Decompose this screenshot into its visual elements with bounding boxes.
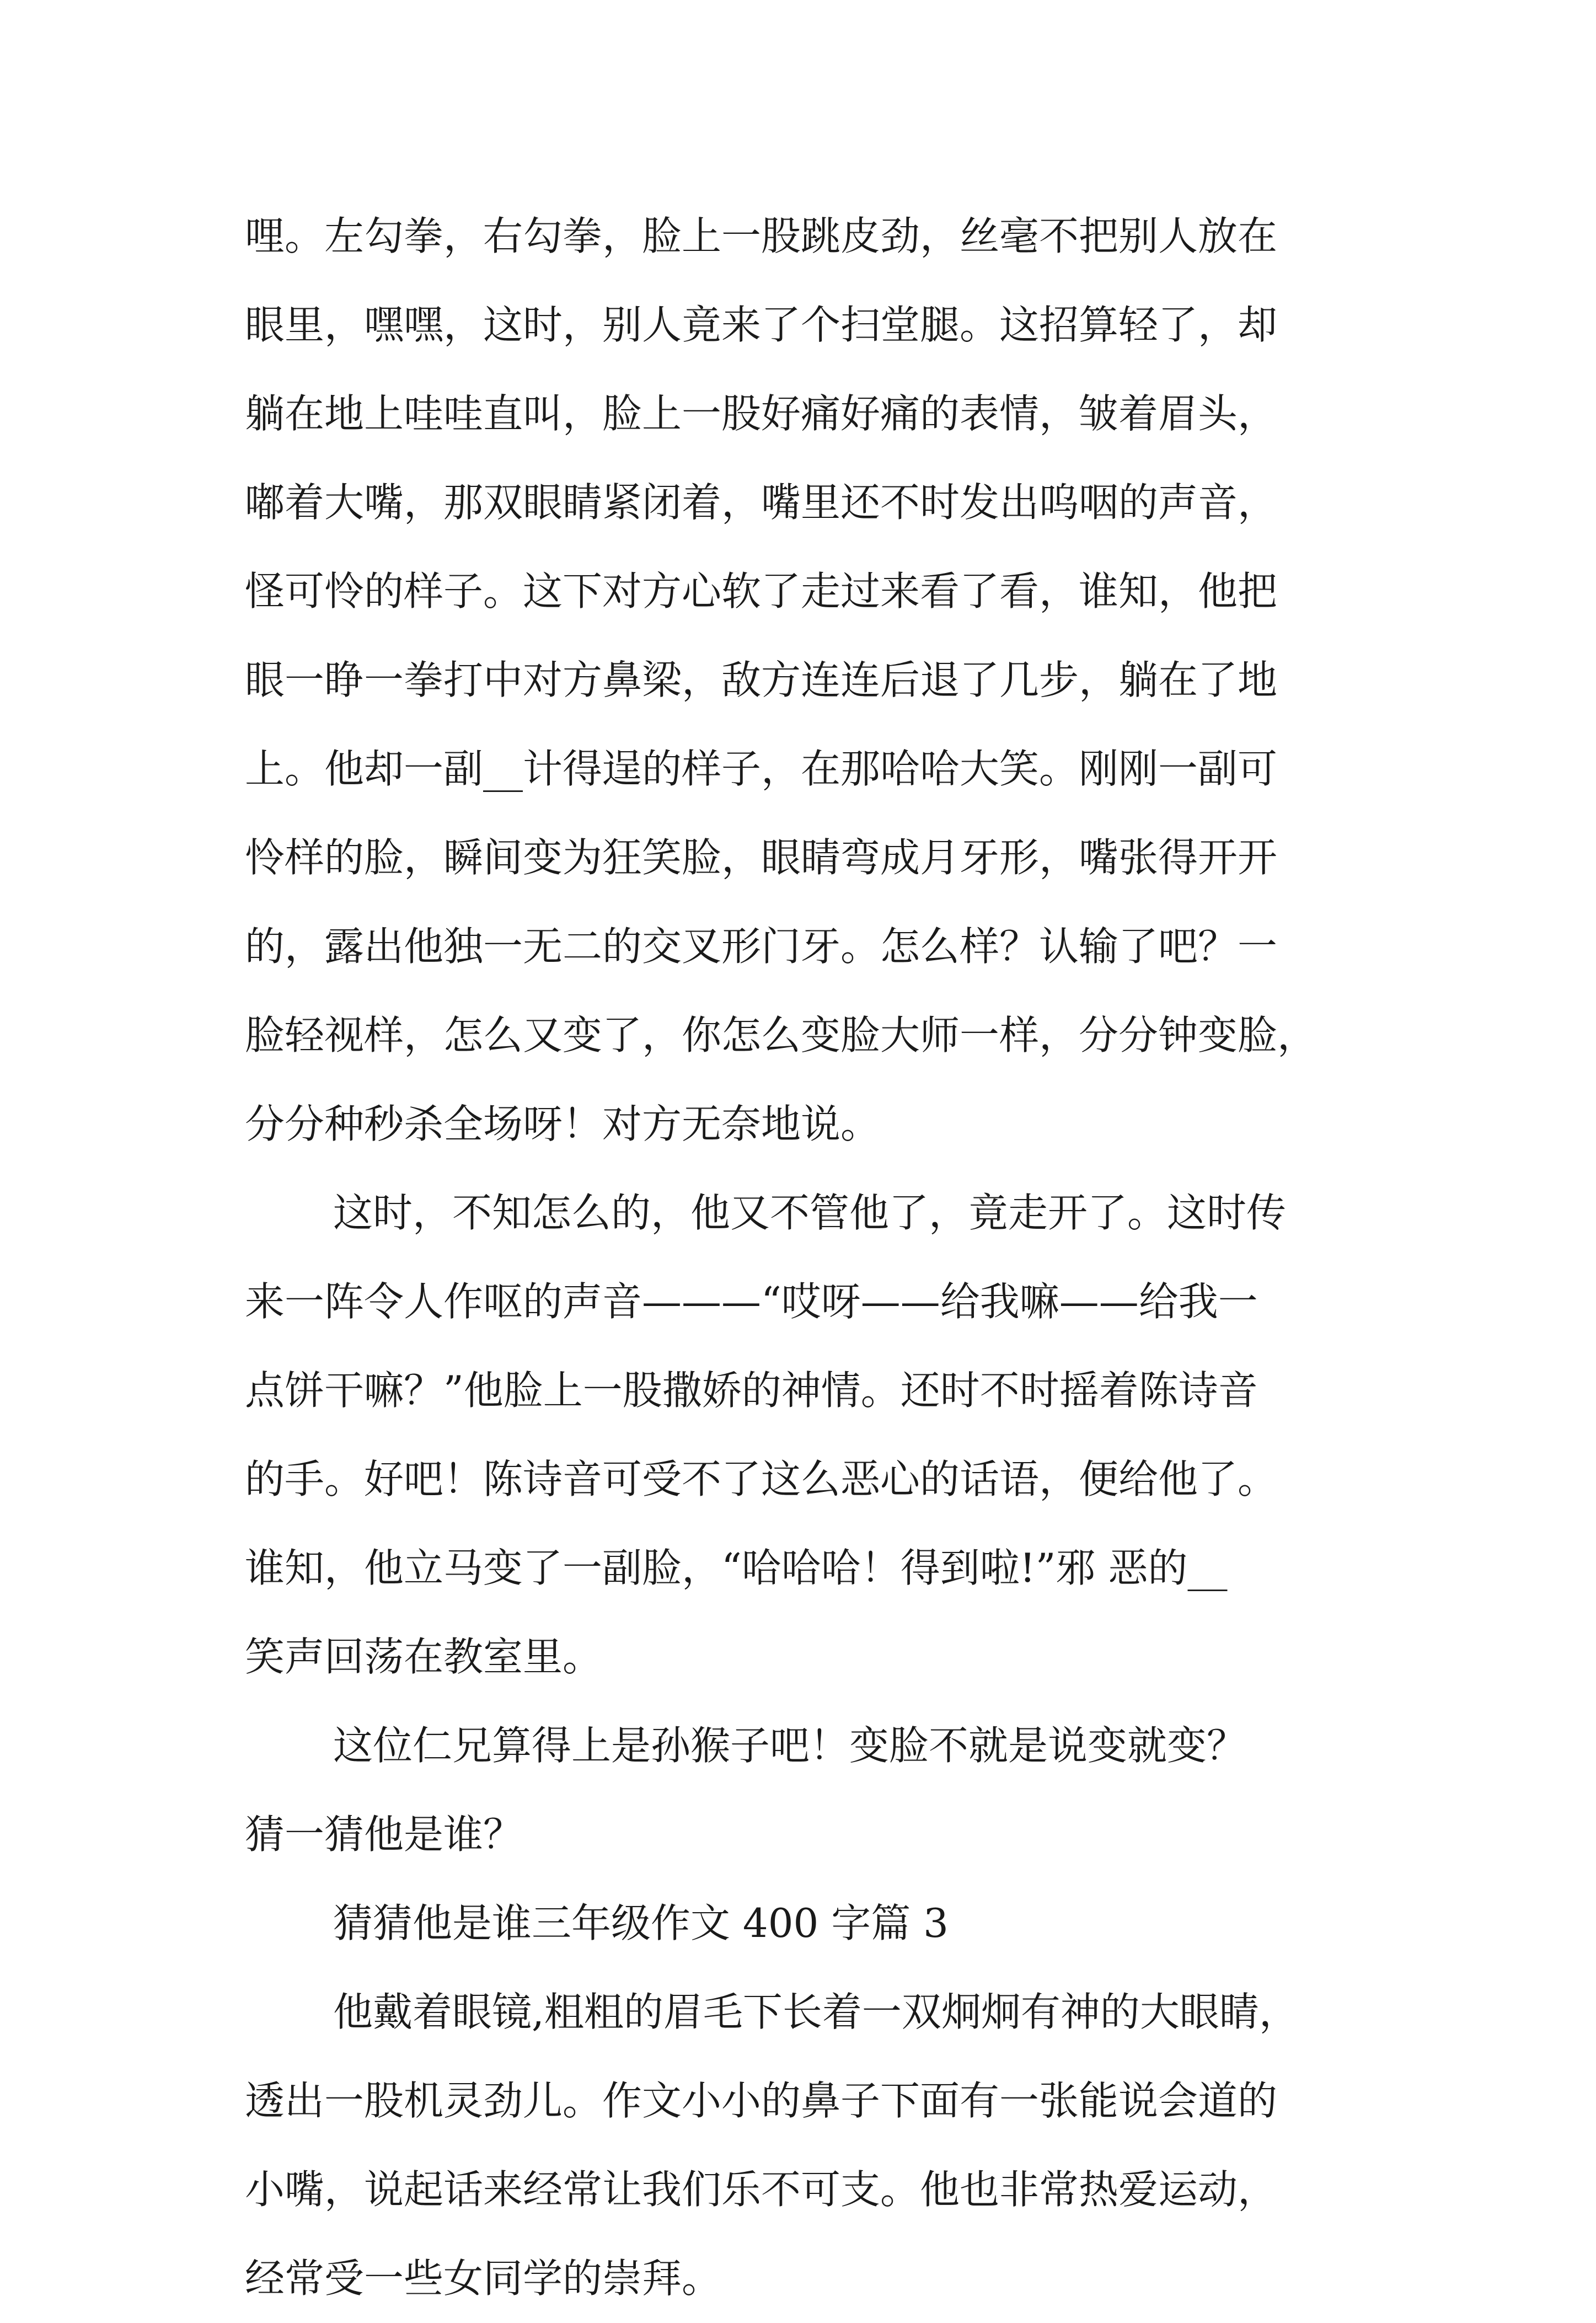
text-line: 上。他却一副__计得逞的样子，在那哈哈大笑。刚刚一副可 bbox=[245, 746, 1278, 792]
text-line: 怜样的脸，瞬间变为狂笑脸，眼睛弯成月牙形，嘴张得开开 bbox=[245, 834, 1278, 881]
text-line: 的，露出他独一无二的交叉形门牙。怎么样？认输了吧？一 bbox=[245, 923, 1278, 970]
text-line: 猜一猜他是谁？ bbox=[245, 1811, 523, 1858]
paragraph-start-line: 他戴着眼镜,粗粗的眉毛下长着一双炯炯有神的大眼睛， bbox=[333, 1989, 1299, 2035]
text-line: 脸轻视样，怎么又变了，你怎么变脸大师一样，分分钟变脸， bbox=[245, 1012, 1317, 1058]
text-line: 点饼干嘛？”他脸上一股撒娇的神情。还时不时摇着陈诗音 bbox=[245, 1367, 1258, 1414]
text-line: 眼一睁一拳打中对方鼻梁，敌方连连后退了几步，躺在了地 bbox=[245, 657, 1278, 703]
text-line: 的手。好吧！陈诗音可受不了这么恶心的话语，便给他了。 bbox=[245, 1456, 1278, 1502]
text-line: 笑声回荡在教室里。 bbox=[245, 1634, 603, 1680]
text-line: 分分种秒杀全场呀！对方无奈地说。 bbox=[245, 1101, 881, 1147]
text-line: 躺在地上哇哇直叫，脸上一股好痛好痛的表情，皱着眉头， bbox=[245, 390, 1278, 437]
text-line: 经常受一些女同学的崇拜。 bbox=[245, 2255, 722, 2301]
text-line: 哩。左勾拳，右勾拳，脸上一股跳皮劲，丝毫不把别人放在 bbox=[245, 213, 1278, 259]
text-line: 嘟着大嘴，那双眼睛紧闭着，嘴里还不时发出呜咽的声音， bbox=[245, 479, 1278, 526]
text-line: 怪可怜的样子。这下对方心软了走过来看了看，谁知，他把 bbox=[245, 568, 1278, 614]
text-line: 透出一股机灵劲儿。作文小小的鼻子下面有一张能说会道的 bbox=[245, 2078, 1278, 2124]
text-line: 眼里，嘿嘿，这时，别人竟来了个扫堂腿。这招算轻了，却 bbox=[245, 302, 1278, 348]
text-line: 谁知，他立马变了一副脸，“哈哈哈！得到啦!”邪 恶的__ bbox=[245, 1545, 1228, 1591]
paragraph-start-line: 这时，不知怎么的，他又不管他了，竟走开了。这时传 bbox=[333, 1190, 1287, 1236]
text-line: 小嘴，说起话来经常让我们乐不可支。他也非常热爱运动， bbox=[245, 2166, 1278, 2213]
paragraph-start-line: 这位仁兄算得上是孙猴子吧！变脸不就是说变就变？ bbox=[333, 1722, 1247, 1769]
document-body bbox=[245, 192, 1381, 2323]
section-heading: 猜猜他是谁三年级作文 400 字篇 3 bbox=[333, 1900, 949, 1946]
text-line: 来一阵令人作呕的声音———“哎呀——给我嘛——给我一 bbox=[245, 1278, 1258, 1325]
